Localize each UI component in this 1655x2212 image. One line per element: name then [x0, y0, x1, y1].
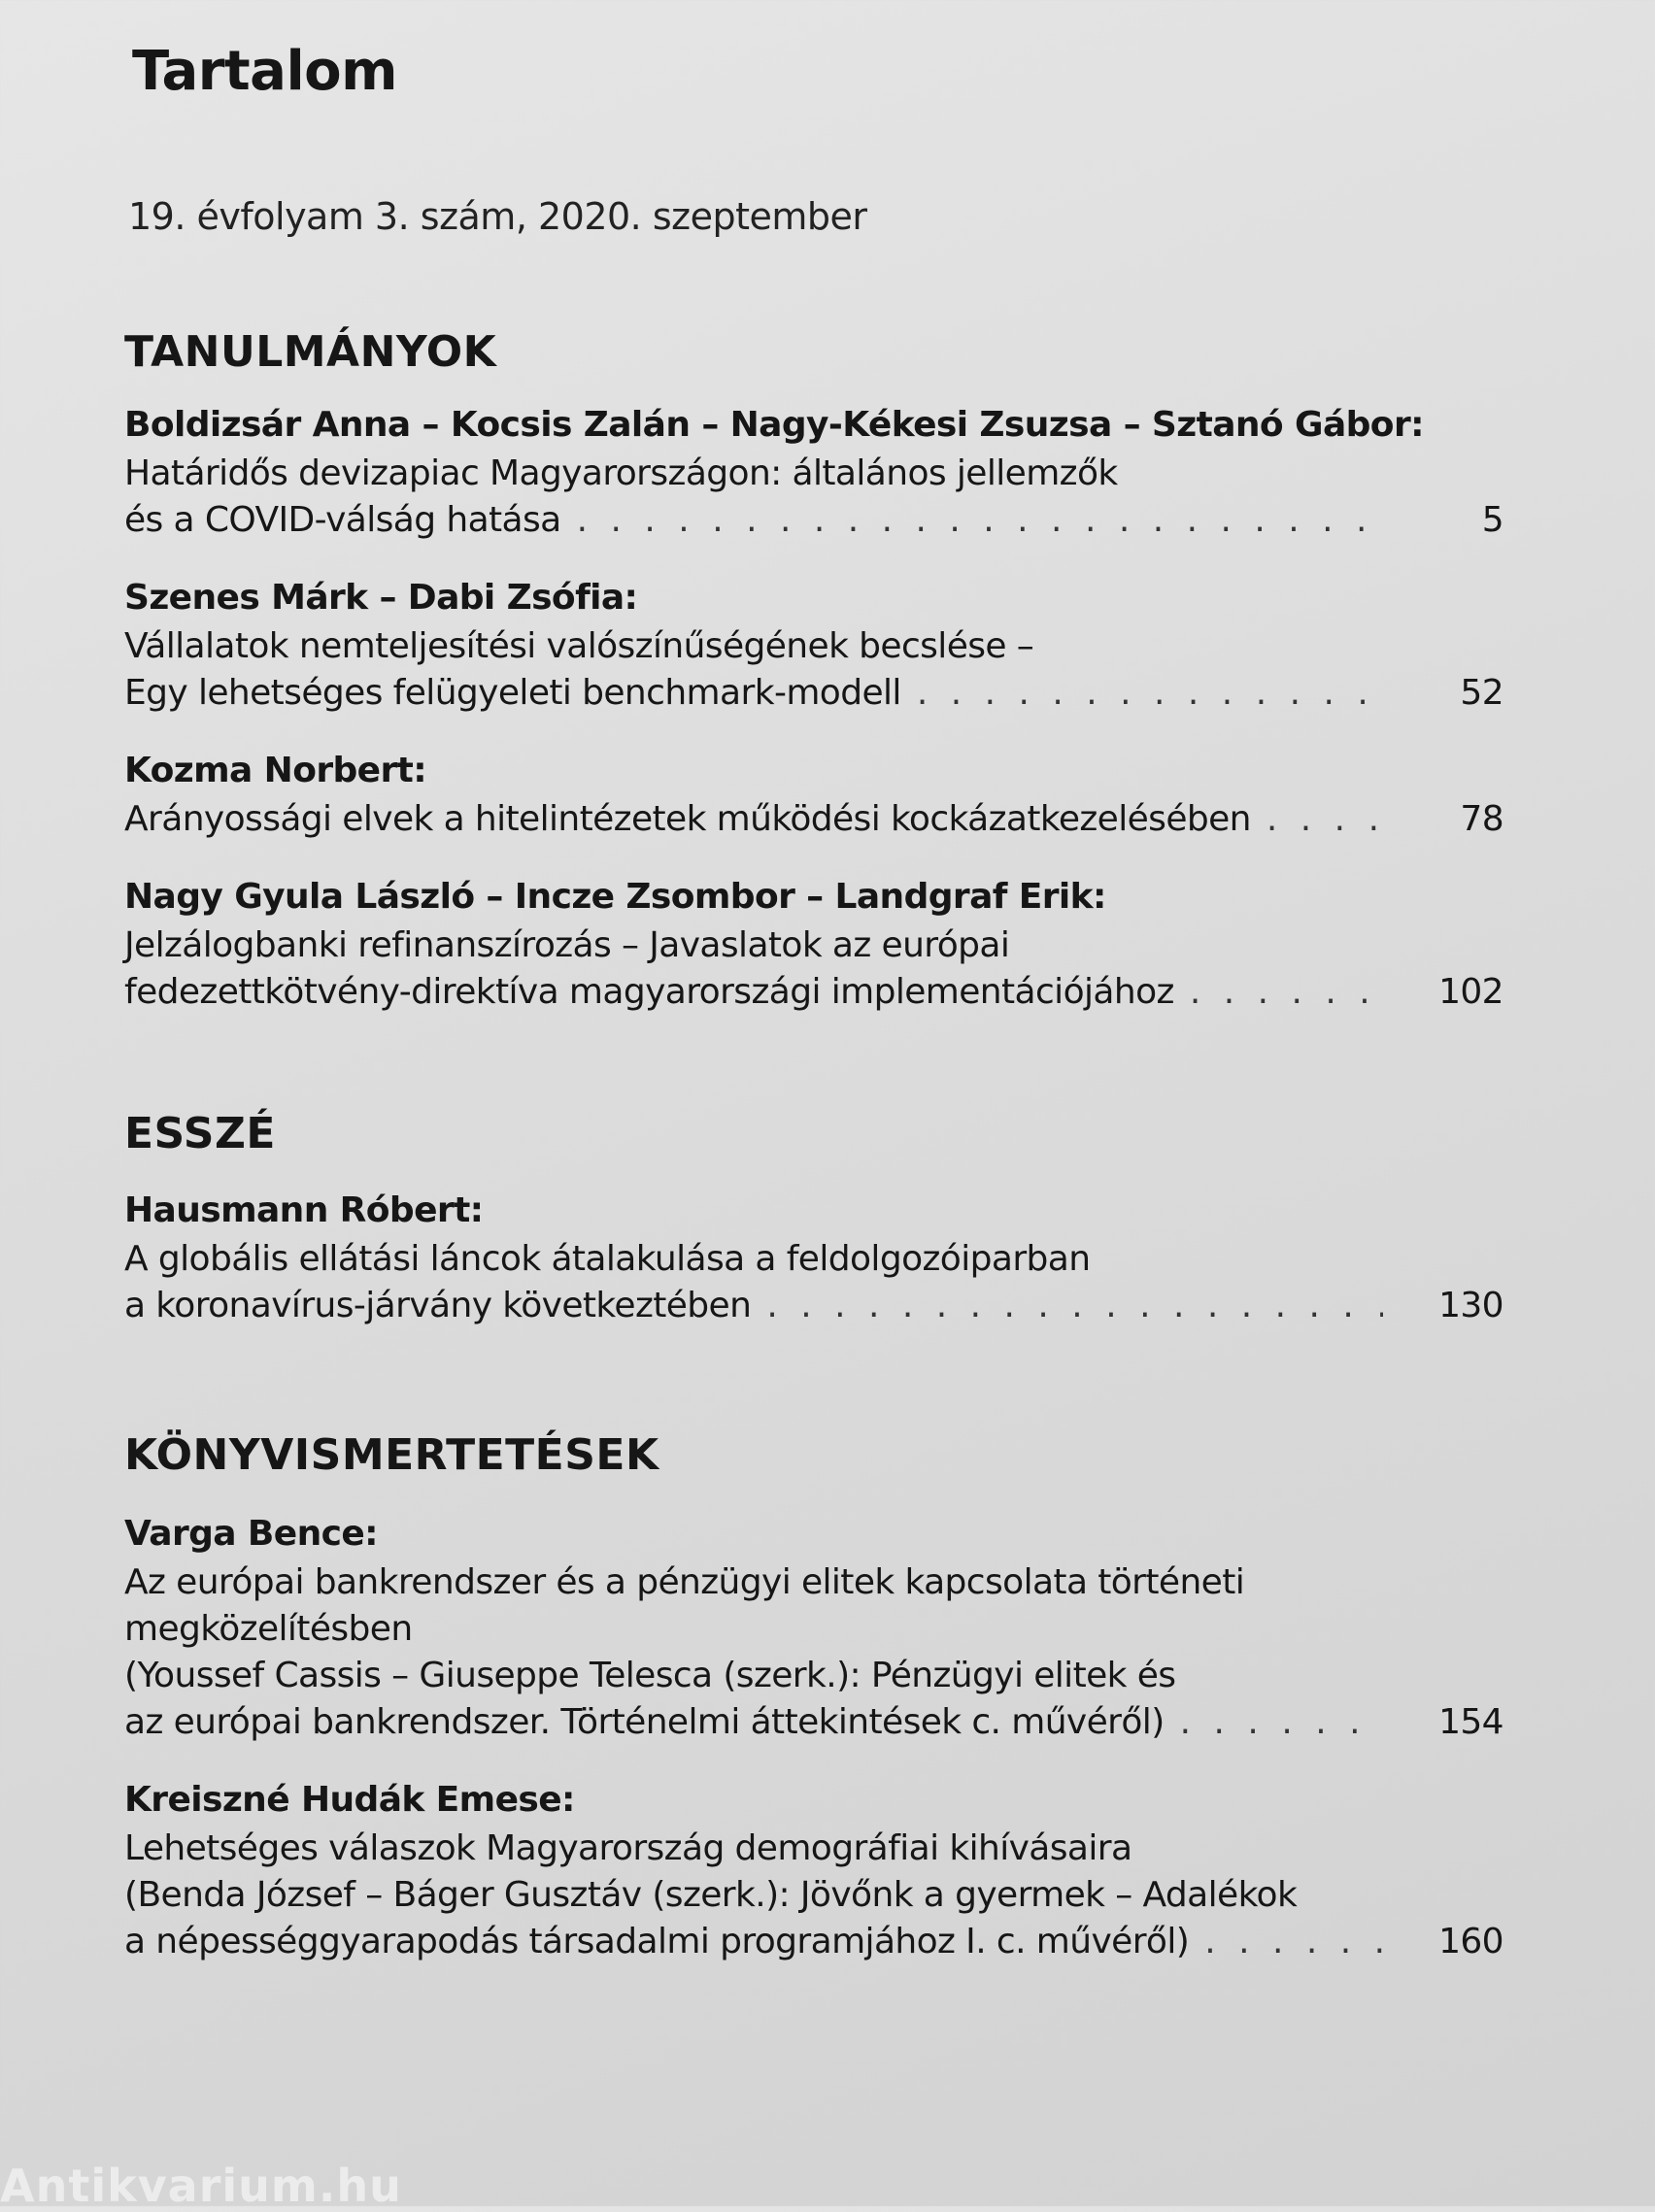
dot-leader: [577, 497, 1383, 544]
watermark: Antikvarium.hu: [0, 2160, 402, 2212]
entry-title-line: a koronavírus-járvány következtében: [124, 1285, 752, 1325]
entry-title-line: Jelzálogbanki refinanszírozás – Javaslatok az európai: [124, 924, 1010, 965]
toc-entry: [124, 400, 1503, 544]
toc-entry: [124, 1775, 1503, 1965]
entry-title-line: Arányossági elvek a hitelintézetek működési kockázatkezelésében: [124, 798, 1251, 839]
section-essze: [124, 1109, 1503, 1329]
toc-entry: [124, 872, 1503, 1016]
entry-authors: Nagy Gyula László – Incze Zsombor – Landgraf Erik:: [124, 876, 1106, 917]
dot-leader: [1190, 969, 1383, 1016]
issue-info: 19. évfolyam 3. szám, 2020. szeptember: [128, 195, 867, 239]
section-heading: ESSZÉ: [124, 1108, 276, 1158]
page-title: Tartalom: [132, 40, 397, 103]
entry-authors: Szenes Márk – Dabi Zsófia:: [124, 577, 638, 618]
section-heading: KÖNYVISMERTETÉSEK: [124, 1429, 659, 1480]
entry-last-line: [124, 670, 1503, 717]
toc-entry: [124, 1186, 1503, 1329]
section-heading: TANULMÁNYOK: [124, 327, 497, 378]
entry-page-number: 78: [1460, 798, 1503, 839]
entry-page-number: 102: [1438, 971, 1503, 1012]
dot-leader: [917, 670, 1383, 717]
section-konyvismertetesek: [124, 1430, 1503, 1965]
entry-page-number: 52: [1460, 672, 1503, 713]
entry-authors: Boldizsár Anna – Kocsis Zalán – Nagy-Kékesi Zsuzsa – Sztanó Gábor:: [124, 404, 1424, 445]
entry-title-line: Egy lehetséges felügyeleti benchmark-modell: [124, 672, 901, 713]
entry-authors: Kozma Norbert:: [124, 750, 427, 790]
entry-title-line: (Benda József – Báger Gusztáv (szerk.): Jövőnk a gyermek – Adalékok: [124, 1874, 1298, 1915]
entry-last-line: [124, 1919, 1503, 1965]
entry-title-line: és a COVID-válság hatása: [124, 499, 561, 540]
dot-leader: [1204, 1919, 1383, 1965]
entry-last-line: [124, 497, 1503, 544]
entry-title-line: A globális ellátási láncok átalakulása a feldolgozóiparban: [124, 1238, 1091, 1279]
entry-last-line: [124, 1283, 1503, 1329]
section-tanulmanyok: [124, 327, 1503, 1016]
toc-entry: [124, 573, 1503, 717]
entry-title-line: Az európai bankrendszer és a pénzügyi elitek kapcsolata történeti: [124, 1561, 1245, 1602]
entry-title-line: (Youssef Cassis – Giuseppe Telesca (szerk.): Pénzügyi elitek és: [124, 1655, 1176, 1695]
entry-last-line: [124, 796, 1503, 843]
entry-title-line: Határidős devizapiac Magyarországon: általános jellemzők: [124, 452, 1118, 493]
dot-leader: [1180, 1699, 1383, 1746]
entry-authors: Kreiszné Hudák Emese:: [124, 1779, 575, 1820]
toc-entry: [124, 1509, 1503, 1746]
entry-authors: Varga Bence:: [124, 1513, 378, 1554]
entry-title-line: a népességgyarapodás társadalmi programjához I. c. művéről): [124, 1921, 1190, 1961]
entry-authors: Hausmann Róbert:: [124, 1190, 484, 1230]
entry-title-line: Vállalatok nemteljesítési valószínűségének becslése –: [124, 625, 1034, 666]
entry-last-line: [124, 969, 1503, 1016]
toc-page: [124, 39, 1503, 1965]
entry-title-line: fedezettkötvény-direktíva magyarországi implementációjához: [124, 971, 1174, 1012]
entry-page-number: 154: [1438, 1701, 1503, 1742]
entry-title-line: megközelítésben: [124, 1608, 413, 1649]
toc-entry: [124, 746, 1503, 843]
entry-title-line: Lehetséges válaszok Magyarország demográfiai kihívásaira: [124, 1827, 1132, 1868]
entry-page-number: 5: [1481, 499, 1503, 540]
entry-page-number: 160: [1438, 1921, 1503, 1961]
dot-leader: [766, 1283, 1383, 1329]
entry-page-number: 130: [1438, 1285, 1503, 1325]
entry-last-line: [124, 1699, 1503, 1746]
dot-leader: [1267, 796, 1383, 843]
entry-title-line: az európai bankrendszer. Történelmi áttekintések c. művéről): [124, 1701, 1165, 1742]
